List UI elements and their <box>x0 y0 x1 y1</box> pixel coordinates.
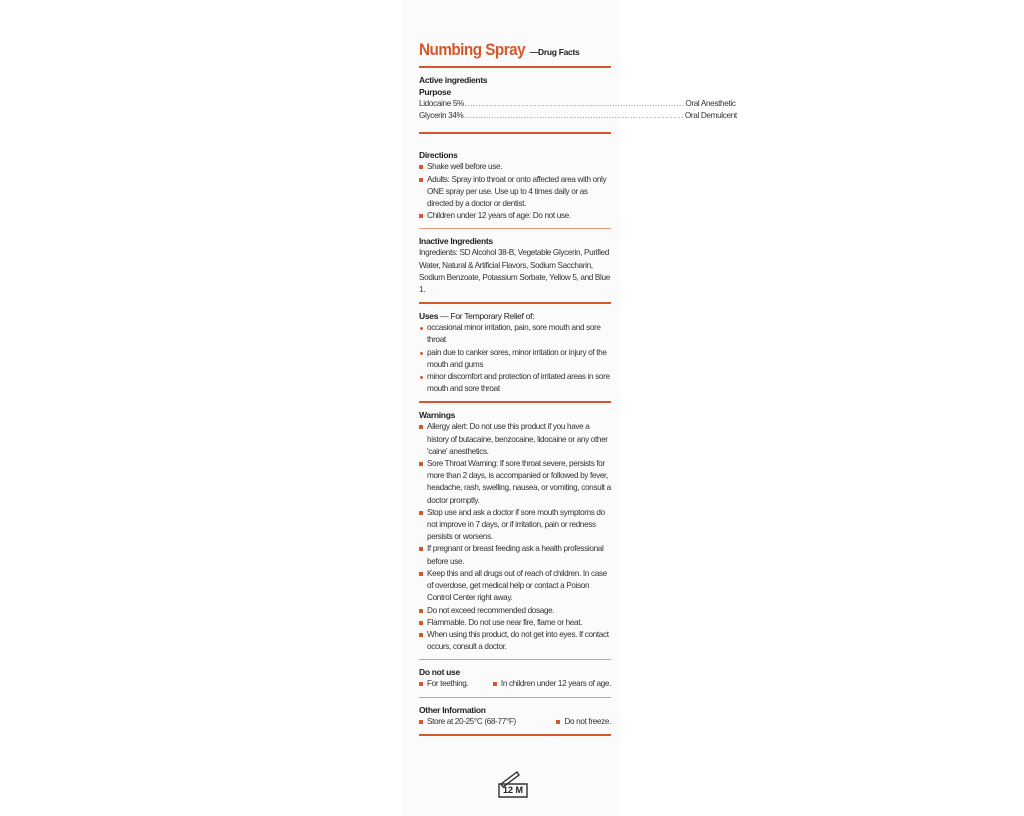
ingredient-name: Glycerin 34% <box>419 111 464 121</box>
list-item: pain due to canker sores, minor irritation or injury of the mouth and gums <box>419 347 611 371</box>
list-item: Sore Throat Warning: If sore throat severe, persists for more than 2 days, is accompanied or followed by fever, headache, rash, swelling, nausea, or vomiting, consult a doctor promptly. <box>419 458 611 507</box>
warnings-list <box>419 421 611 653</box>
list-item: Adults: Spray into throat or onto affected area with only ONE spray per use. Use up to 4 times daily or as directed by a doctor or dentist. <box>419 174 611 211</box>
uses-heading <box>419 310 611 322</box>
list-item: In children under 12 years of age. <box>493 678 611 690</box>
directions-list <box>419 161 611 222</box>
ingredient-purpose: Oral Anesthetic <box>685 99 736 108</box>
title-row <box>419 40 611 64</box>
other-information-list <box>419 716 611 728</box>
product-title: Numbing Spray <box>419 40 526 59</box>
other-information-section <box>419 698 611 728</box>
dot-leader: .................................................................................. <box>464 111 684 121</box>
drug-facts-subtitle: —Drug Facts <box>529 47 580 57</box>
list-item: Keep this and all drugs out of reach of children. In case of overdose, get medical help or contact a Poison Control Center right away. <box>419 568 611 605</box>
list-item: Do not freeze. <box>556 716 611 728</box>
uses-section <box>419 304 611 395</box>
active-ingredients-heading: Active ingredients <box>419 75 488 85</box>
do-not-use-heading: Do not use <box>419 667 460 678</box>
divider <box>419 734 611 736</box>
ingredient-row <box>419 110 737 122</box>
purpose-heading: Purpose <box>419 87 451 97</box>
ingredient-purpose: Oral Demulcent <box>684 111 737 121</box>
inactive-ingredients-text: Ingredients: SD Alcohol 38-B, Vegetable Glycerin, Purified Water, Natural & Artificial Flavors, Sodium Saccharin, Sodium Benzoate, Potassium Sorbate, Yellow 5, and Blue 1. <box>419 248 610 295</box>
ingredient-row <box>419 98 736 110</box>
dot-leader: .................................................................................. <box>464 99 685 108</box>
uses-heading-label: Uses <box>419 311 439 322</box>
list-item: occasional minor irritation, pain, sore mouth and sore throat <box>419 322 611 346</box>
inactive-ingredients-heading: Inactive Ingredients <box>419 236 493 247</box>
list-item: Store at 20-25°C (68-77°F) <box>419 716 516 728</box>
list-item: For teething. <box>419 678 468 690</box>
uses-list <box>419 322 611 395</box>
uses-heading-suffix: — For Temporary Relief of: <box>438 311 535 322</box>
inactive-ingredients-section <box>419 229 611 296</box>
directions-section <box>419 134 611 222</box>
list-item: When using this product, do not get into eyes. If contact occurs, consult a doctor. <box>419 629 611 653</box>
warnings-section <box>419 403 611 653</box>
list-item: minor discomfort and protection of irritated areas in sore mouth and sore throat <box>419 371 611 395</box>
list-item: Stop use and ask a doctor if sore mouth symptoms do not improve in 7 days, or if irritation, pain or redness persists or worsens. <box>419 507 611 544</box>
other-information-heading: Other Information <box>419 704 486 715</box>
list-item: If pregnant or breast feeding ask a health professional before use. <box>419 543 611 567</box>
do-not-use-list <box>419 678 611 690</box>
pao-label: 12 M <box>502 785 523 795</box>
list-item: Do not exceed recommended dosage. <box>419 605 611 617</box>
active-ingredients-section <box>419 68 737 122</box>
drug-facts-label <box>419 40 737 736</box>
ingredient-name: Lidocaine 5% <box>419 99 464 108</box>
list-item: Allergy alert: Do not use this product if you have a history of butacaine, benzocaine, lidocaine or any other 'caine' anesthetics. <box>419 421 611 458</box>
warnings-heading: Warnings <box>419 410 456 421</box>
list-item: Flammable. Do not use near fire, flame or heat. <box>419 617 611 629</box>
list-item: Shake well before use. <box>419 161 611 173</box>
directions-heading: Directions <box>419 150 458 161</box>
do-not-use-section <box>419 660 611 690</box>
list-item: Children under 12 years of age: Do not use. <box>419 210 611 222</box>
